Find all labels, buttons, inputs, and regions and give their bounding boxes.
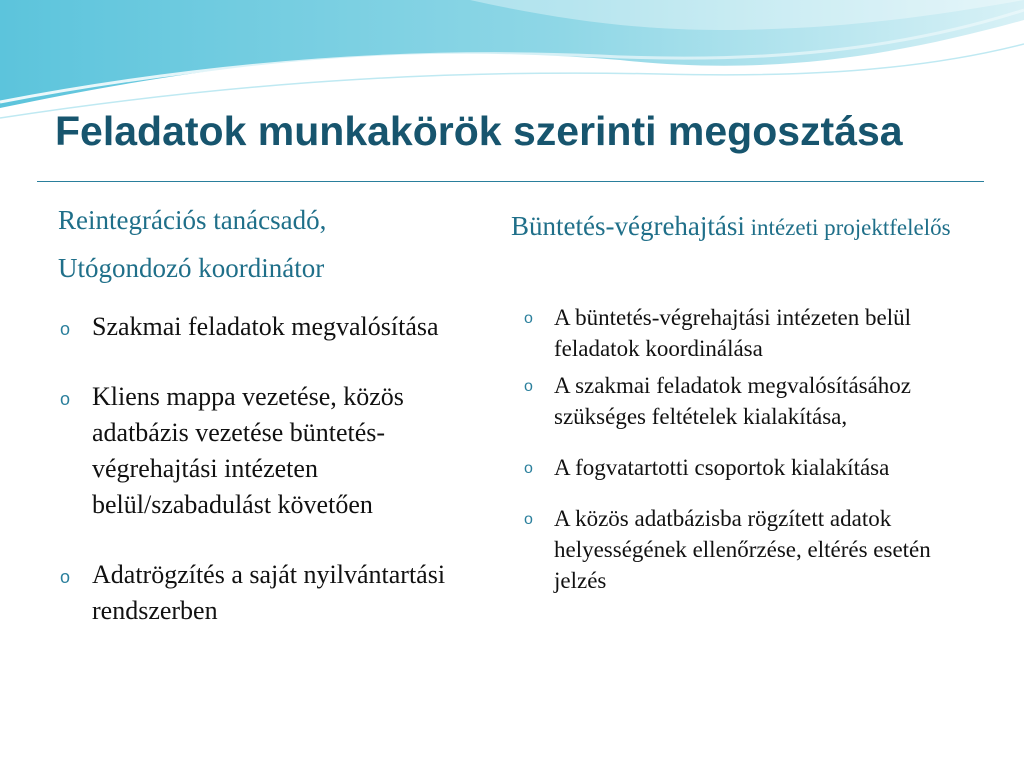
- circle-bullet-icon: o: [524, 460, 533, 477]
- list-item: [60, 379, 500, 523]
- left-heading-line-1: Reintegrációs tanácsadó,: [58, 205, 327, 235]
- circle-bullet-icon: o: [60, 319, 71, 339]
- list-item: [524, 452, 964, 483]
- circle-bullet-icon: o: [524, 310, 533, 327]
- left-column-heading: [58, 196, 498, 292]
- right-task-list: [524, 302, 964, 596]
- list-item-text: Adatrögzítés a saját nyilvántartási rendszerben: [92, 560, 446, 625]
- circle-bullet-icon: o: [60, 389, 71, 409]
- circle-bullet-icon: o: [524, 378, 533, 395]
- list-item: [60, 309, 500, 345]
- right-heading-part-1: Büntetés-végrehajtási: [511, 211, 745, 241]
- list-item-text: A büntetés-végrehajtási intézeten belül feladatok koordinálása: [554, 305, 912, 361]
- page-title: Feladatok munkakörök szerinti megosztása: [55, 108, 903, 154]
- list-item: [524, 302, 964, 364]
- list-item: [524, 503, 964, 596]
- list-item-text: Szakmai feladatok megvalósítása: [92, 312, 439, 341]
- circle-bullet-icon: o: [60, 567, 71, 587]
- list-item-text: Kliens mappa vezetése, közös adatbázis vezetése büntetés-végrehajtási intézeten belül/szabadulást követően: [92, 382, 404, 519]
- right-column-heading: [511, 210, 991, 244]
- circle-bullet-icon: o: [524, 511, 533, 528]
- left-heading-line-2: Utógondozó koordinátor: [58, 253, 325, 283]
- right-heading-part-2: intézeti projektfelelős: [744, 215, 951, 240]
- list-item: [524, 370, 964, 432]
- list-item-text: A szakmai feladatok megvalósításához szükséges feltételek kialakítása,: [554, 373, 912, 429]
- list-item-text: A fogvatartotti csoportok kialakítása: [554, 455, 890, 480]
- left-task-list: [60, 309, 500, 629]
- list-item-text: A közös adatbázisba rögzített adatok helyességének ellenőrzése, eltérés esetén jelzés: [554, 506, 931, 593]
- title-divider: [37, 181, 984, 182]
- list-item: [60, 557, 500, 629]
